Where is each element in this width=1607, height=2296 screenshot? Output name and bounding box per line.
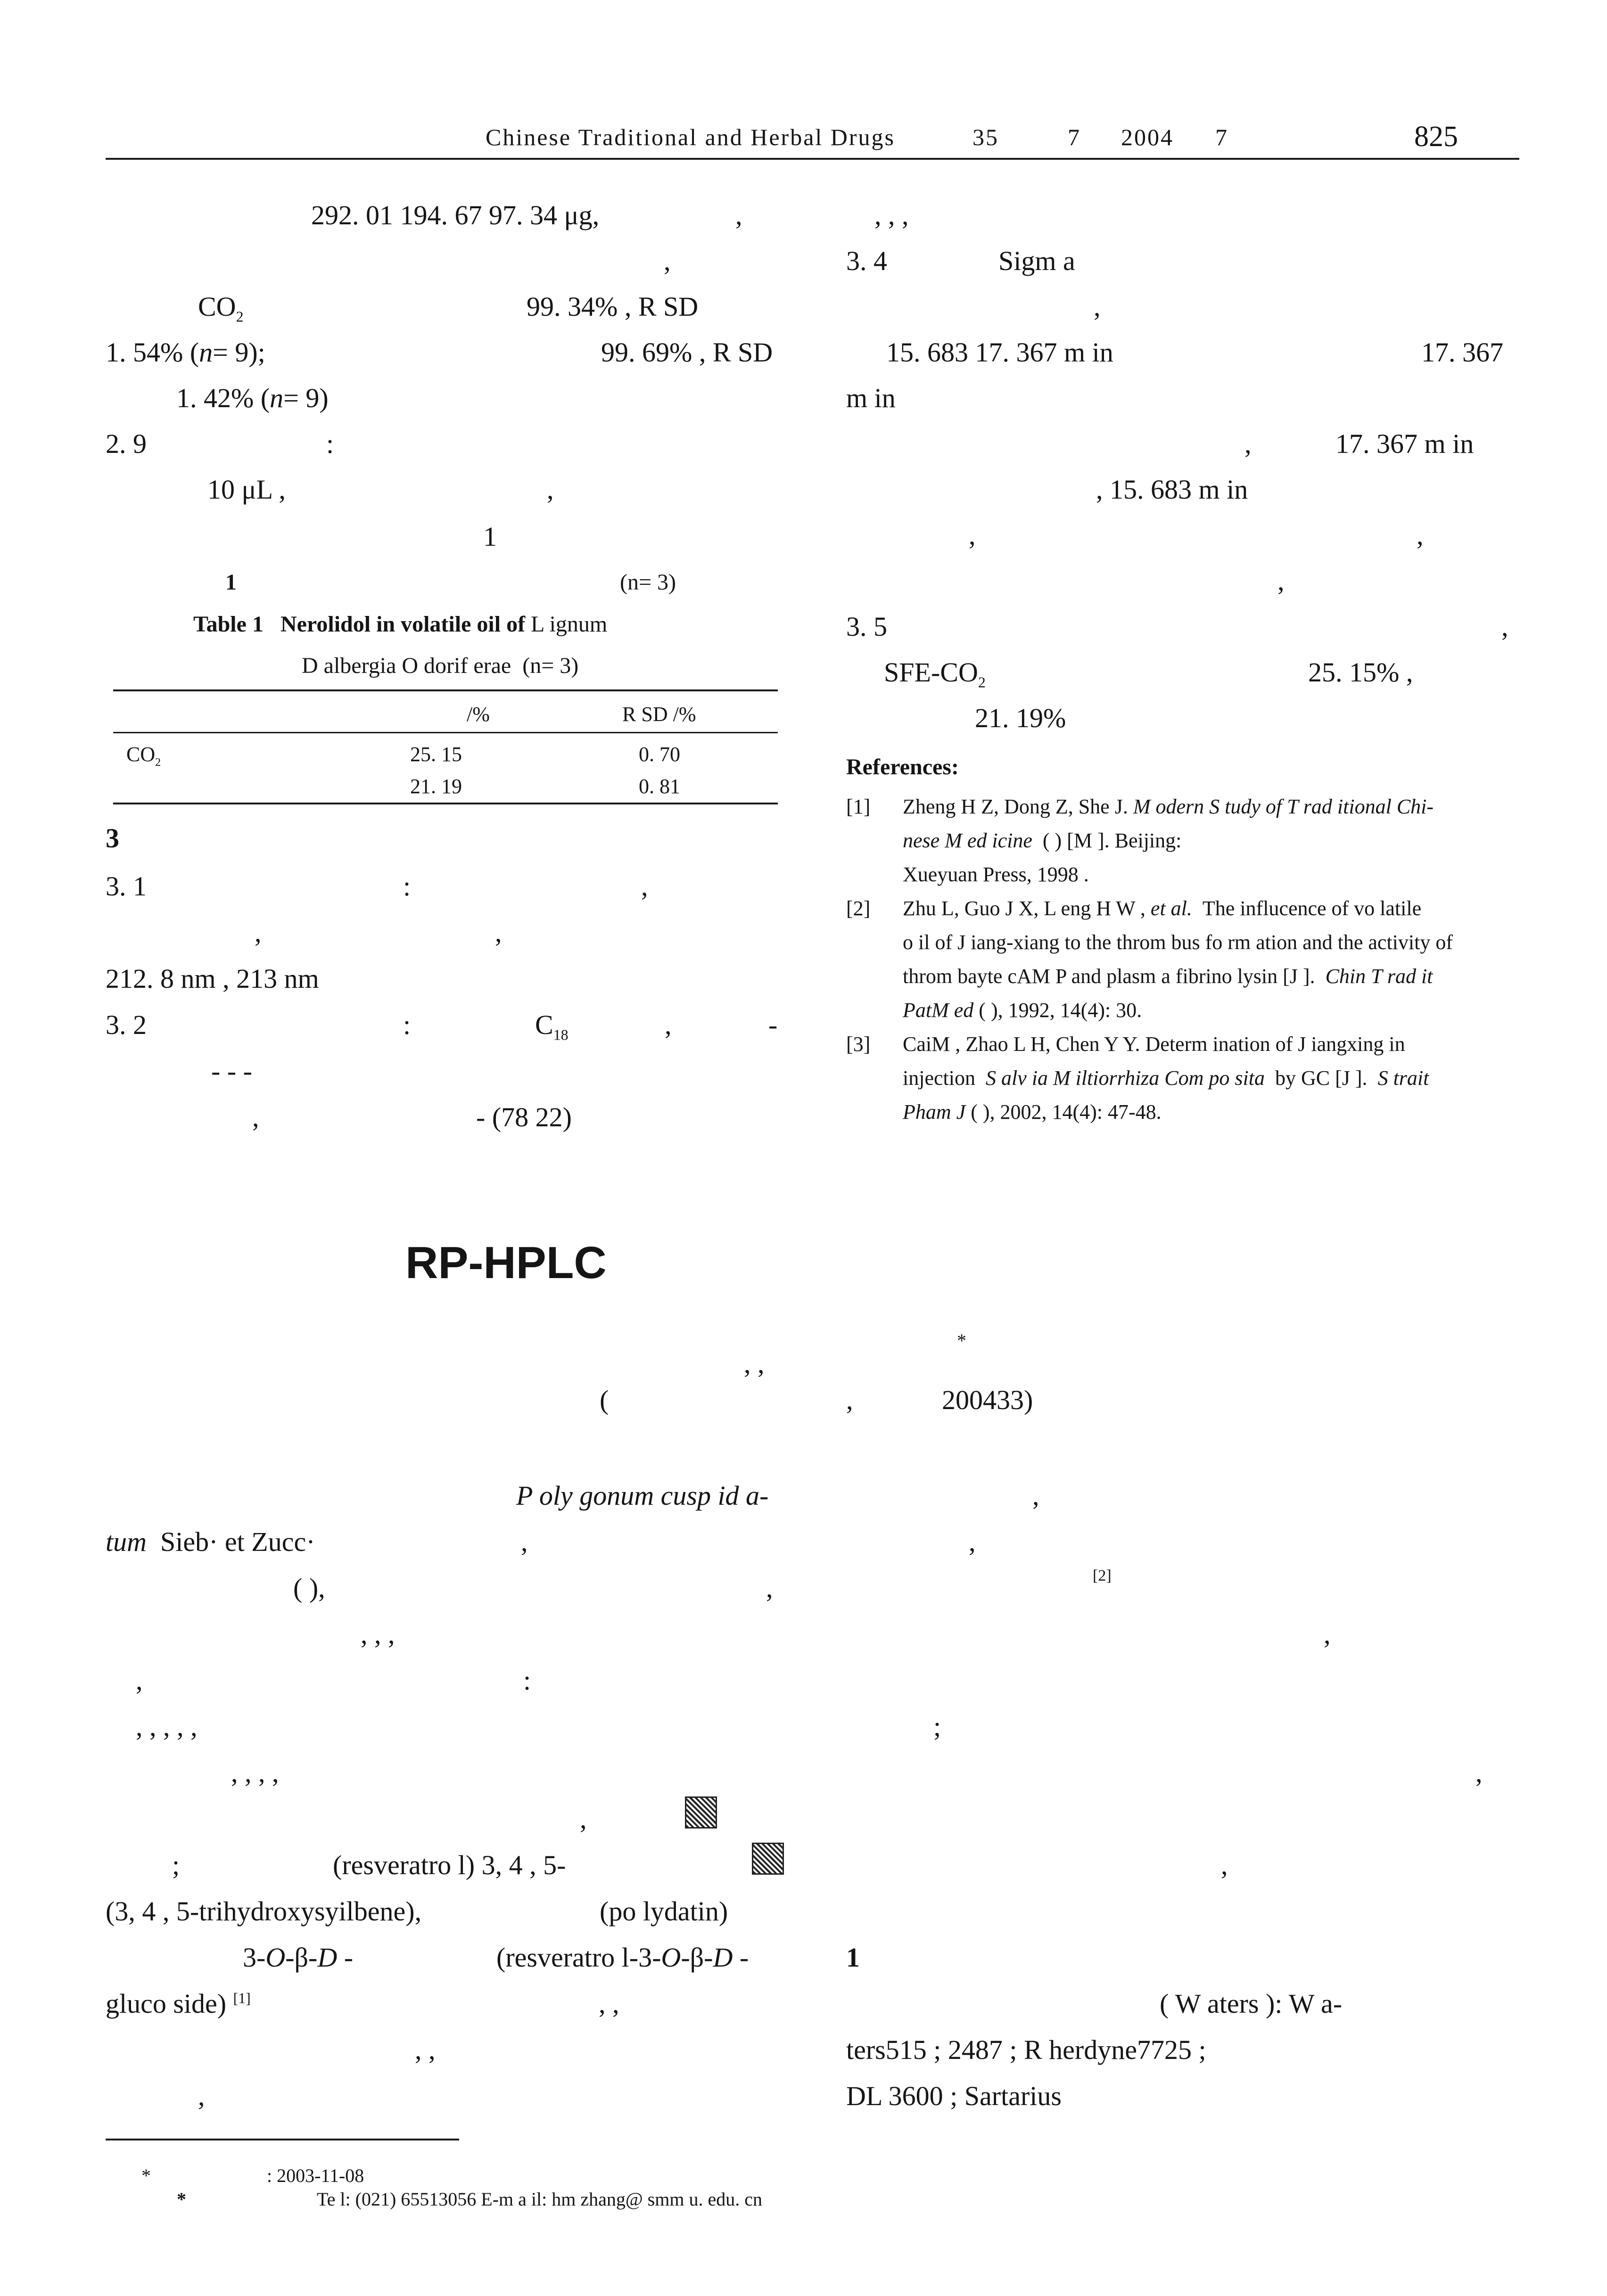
ref-number: [3] (846, 1033, 871, 1056)
text-line: 212. 8 nm , 213 nm (106, 963, 319, 994)
text-line: , , , , , (136, 1711, 198, 1742)
text-line: , (1277, 566, 1285, 596)
text-line: 17. 367 m in (1335, 428, 1474, 459)
text-span: 1. 54% ( (106, 337, 199, 368)
table-title-en (193, 611, 607, 637)
text-line: , (766, 1573, 773, 1603)
text-line (198, 293, 244, 325)
text-span: n (199, 337, 213, 368)
text-line: , (255, 917, 262, 948)
species-name: tum (106, 1526, 147, 1557)
table-label: Table 1 (193, 612, 264, 637)
text-line: (po lydatin) (600, 1896, 728, 1927)
article-title: RP-HPLC (405, 1238, 607, 1288)
text-line (106, 339, 265, 366)
text-line: 99. 34% , R SD (527, 291, 699, 322)
ref-title: M odern S tudy of T rad itional Chi- (1133, 795, 1434, 818)
text-line: , (1475, 1757, 1483, 1788)
corresponding-star: * (957, 1330, 966, 1351)
text-line: 1 (483, 521, 497, 552)
ref-journal: Pham J (903, 1100, 966, 1123)
ref-text: throm bayte cAM P and plasm a fibrino lysin [J ]. (903, 965, 1315, 988)
inline-glyph-image (685, 1796, 717, 1829)
ref-etal: et al. (1150, 897, 1192, 920)
text-line (243, 1944, 353, 1971)
text-line: ( W aters ): W a- (1160, 1988, 1343, 2019)
running-header-journal: Chinese Traditional and Herbal Drugs (486, 124, 896, 150)
text-span: SFE (884, 657, 931, 688)
inline-glyph-image (752, 1843, 784, 1875)
citation-ref: [1] (233, 1990, 251, 2007)
table-title-text: D albergia O dorif erae (302, 653, 511, 678)
footnote-star: * (141, 2165, 151, 2186)
table-title-en-line2 (302, 653, 578, 679)
text-line: , (1501, 611, 1508, 642)
ref-text: ( ), 2002, 14(4): 47-48. (971, 1100, 1162, 1123)
text-line (496, 1944, 749, 1971)
ref-line (903, 966, 1433, 987)
table-cell: 21. 19 (410, 775, 462, 798)
section-number: 3. 2 (106, 1009, 147, 1040)
text-span: D (713, 1942, 733, 1973)
running-header-volume: 35 (972, 124, 999, 150)
table-n-note: (n= 3) (620, 570, 676, 595)
text-line: ( ), (293, 1573, 325, 1603)
text-line: ; (933, 1711, 941, 1742)
text-line: , (495, 917, 502, 948)
ref-journal: Chin T rad it (1325, 965, 1433, 988)
ref-line (903, 1068, 1429, 1089)
ref-line: o il of J iang-xiang to the throm bus fo rm ation and the activity of (903, 931, 1453, 954)
text-span: Sieb· et Zucc· (160, 1526, 315, 1557)
ref-authors: Zheng H Z, Dong Z, She J. (903, 795, 1128, 818)
text-line: , (1417, 520, 1424, 550)
text-line: DL 3600 ; Sartarius (846, 2081, 1062, 2111)
text-line: (resveratro l) 3, 4 , 5- (333, 1850, 566, 1880)
footnote-star: * (177, 2189, 186, 2210)
text-line: 15. 683 17. 367 m in (886, 337, 1113, 368)
footnote-rule (106, 2139, 459, 2140)
text-line: - (78 22) (476, 1102, 572, 1132)
running-header-issue: 7 (1068, 124, 1081, 150)
header-rule (106, 158, 1519, 160)
text-line: 21. 19% (975, 703, 1066, 733)
ref-line (903, 1000, 1142, 1021)
ref-text: The influcence of vo latile (1202, 897, 1422, 920)
ref-line (903, 796, 1434, 817)
ref-journal: S trait (1377, 1066, 1429, 1090)
ref-number: [1] (846, 795, 871, 818)
table-title-text: Nerolidol in volatile oil of (280, 612, 526, 637)
ref-text: ( ), 1992, 14(4): 30. (979, 999, 1142, 1022)
ref-line: Xueyuan Press, 1998 . (903, 863, 1089, 886)
text-line: - - - (211, 1056, 252, 1086)
text-line: Sigm a (998, 246, 1075, 276)
text-line (106, 1990, 251, 2017)
text-line: - (768, 1009, 778, 1040)
chem-subscript: 2 (236, 308, 244, 325)
text-line: , (1244, 428, 1252, 459)
text-line (176, 385, 329, 412)
text-line: P oly gonum cusp id a- (516, 1480, 769, 1511)
text-line: , (665, 1009, 672, 1040)
running-header-year: 2004 (1121, 124, 1174, 150)
table-cell: 0. 81 (639, 775, 680, 798)
text-line: 10 μL , (207, 474, 286, 505)
text-line: , (1094, 291, 1101, 322)
chem-subscript: 18 (553, 1026, 569, 1043)
text-span: gluco side) (106, 1988, 227, 2019)
author-line: , , (744, 1348, 765, 1379)
footnote-date: : 2003-11-08 (267, 2165, 364, 2186)
text-span: 3- (243, 1942, 266, 1973)
text-span: -β- (681, 1942, 713, 1973)
text-line: , (969, 1526, 976, 1557)
table-title-text: (n= 3) (522, 653, 579, 678)
text-line: , (1221, 1850, 1228, 1880)
chem-subscript: 2 (155, 755, 161, 769)
text-line: ; (172, 1850, 180, 1880)
section-number: 3. 1 (106, 871, 147, 902)
table-number: 1 (225, 570, 237, 595)
text-line: , (1324, 1619, 1331, 1649)
text-line: , (198, 2081, 205, 2111)
citation-ref: [2] (1093, 1567, 1112, 1584)
section-heading-1: 1 (846, 1942, 860, 1973)
text-line: , , (415, 2034, 436, 2065)
text-line: 17. 367 (1421, 337, 1503, 368)
text-line: ters515 ; 2487 ; R herdyne7725 ; (846, 2034, 1206, 2065)
footnote-contact: Te l: (021) 65513056 E-m a il: hm zhang@ smm u. edu. cn (317, 2189, 762, 2210)
section-number: 3. 5 (846, 611, 887, 642)
text-line: , (252, 1102, 259, 1132)
text-line: , (521, 1526, 528, 1557)
page-number: 825 (1414, 121, 1458, 153)
text-span: (resveratro l-3- (496, 1942, 661, 1973)
table-title-text: L ignum (531, 612, 608, 637)
text-line: , (735, 200, 742, 230)
text-line: 99. 69% , R SD (601, 337, 773, 368)
text-span: O (661, 1942, 681, 1973)
text-span: = 9); (213, 337, 265, 368)
ref-authors: Zhu L, Guo J X, L eng H W , (903, 897, 1146, 920)
ref-line (903, 1102, 1162, 1123)
text-line: , 15. 683 m in (1096, 474, 1248, 505)
text-span: - (344, 1942, 354, 1973)
text-line (535, 1011, 569, 1043)
text-line: 292. 01 194. 67 97. 34 μg, (311, 200, 600, 230)
text-line: , (969, 520, 976, 550)
running-header-month: 7 (1215, 124, 1228, 150)
ref-text: by GC [J ]. (1275, 1066, 1368, 1090)
text-line: m in (846, 383, 896, 413)
chem-subscript: 2 (978, 674, 986, 691)
table-cell: 25. 15 (410, 743, 462, 766)
text-span: O (265, 1942, 286, 1973)
text-line: , (547, 474, 554, 505)
text-span: - (739, 1942, 749, 1973)
affiliation-postcode: 200433) (942, 1385, 1033, 1415)
ref-number: [2] (846, 897, 871, 920)
chem-formula: CO (126, 743, 156, 766)
text-line (884, 659, 986, 690)
ref-title: S alv ia M iltiorrhiza Com po sita (985, 1066, 1265, 1090)
text-line: , (136, 1665, 143, 1696)
table-bottom-rule (113, 803, 778, 804)
section-number: 2. 9 (106, 428, 147, 459)
table-row-label (126, 742, 161, 769)
references-heading: References: (846, 754, 959, 779)
text-line: : (326, 428, 334, 459)
affiliation-open: ( (600, 1385, 609, 1415)
text-line: , , (599, 1988, 619, 2019)
table-header-rule (113, 732, 778, 733)
text-line: (3, 4 , 5-trihydroxysyilbene), (106, 1896, 422, 1927)
table-cell: 0. 70 (639, 743, 680, 766)
text-line: , (580, 1804, 587, 1834)
text-line (106, 1528, 315, 1556)
text-span: n (270, 383, 284, 413)
chem-formula: C (535, 1009, 553, 1040)
text-span: = 9) (283, 383, 329, 413)
ref-line (903, 830, 1181, 851)
text-line: , (641, 871, 648, 902)
ref-line (903, 898, 1421, 919)
text-line: , , , (361, 1619, 395, 1649)
ref-text: ( ) [M ]. Beijing: (1042, 829, 1182, 852)
ref-text: injection (903, 1066, 975, 1090)
ref-line: CaiM , Zhao L H, Chen Y Y. Determ ination of J iangxing in (903, 1033, 1405, 1056)
table-col-header-rsd: R SD /% (622, 703, 696, 726)
text-span: D (317, 1942, 338, 1973)
text-line: : (523, 1665, 531, 1696)
table-col-header-pct: /% (467, 703, 490, 726)
text-line: , (664, 246, 671, 276)
section-number: 3. 4 (846, 246, 887, 276)
text-line: , , , (874, 200, 909, 230)
text-line: : (403, 1009, 411, 1040)
text-line: , (1032, 1480, 1039, 1511)
table-top-rule (113, 689, 778, 691)
chem-formula: -CO (931, 657, 978, 688)
text-line: : (403, 871, 411, 902)
text-line: 25. 15% , (1308, 657, 1413, 688)
text-line: , , , , (231, 1757, 279, 1788)
affiliation-comma: , (846, 1385, 853, 1415)
text-span: -β- (285, 1942, 318, 1973)
section-heading-3: 3 (106, 823, 119, 853)
text-span: 1. 42% ( (176, 383, 270, 413)
ref-journal: PatM ed (903, 999, 974, 1022)
ref-title: nese M ed icine (903, 829, 1032, 852)
chem-formula: CO (198, 291, 236, 322)
